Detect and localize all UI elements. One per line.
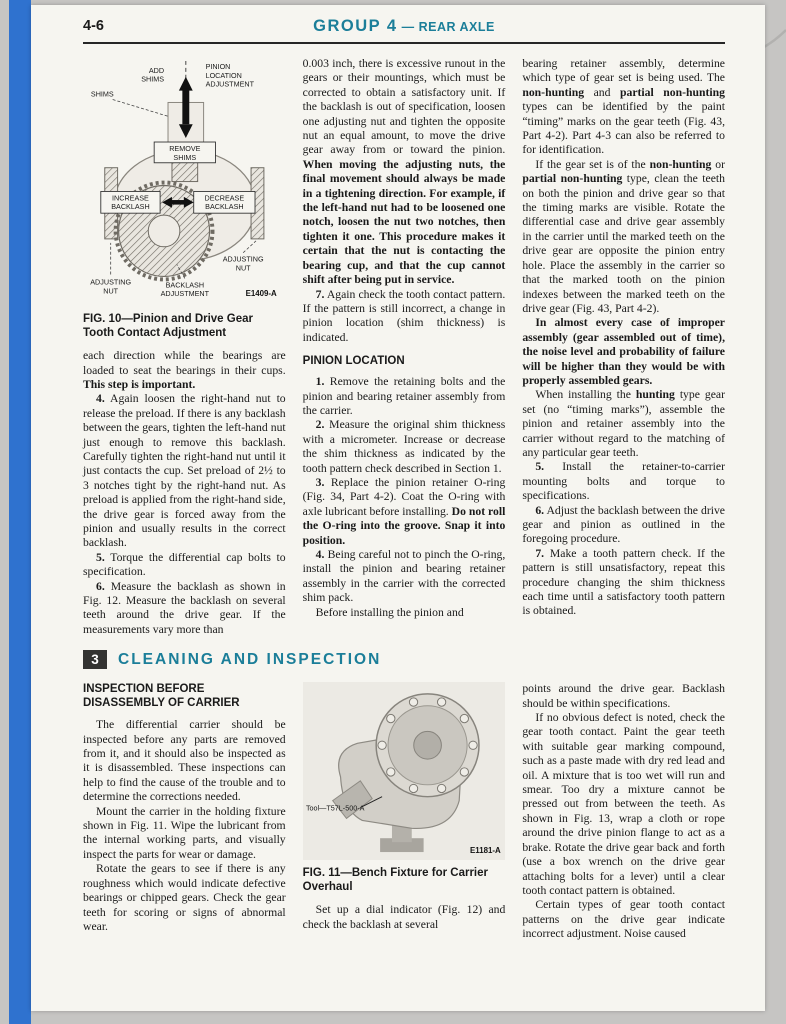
column-2-text-a — [303, 57, 506, 345]
figure-10 — [83, 57, 286, 340]
page-header — [83, 17, 725, 39]
paragraph: 0.003 inch, there is excessive runout in the gears or their mountings, which must be corrected to obtain a satisfactory unit. If the backlash is out of specification, loosen one adjusting nut and tighten the opposite nut an equal amount, to move the drive gear away from or toward the pinion. When moving the adjusting nuts, the final movement should always be made in a tightening direction. For example, if the left-hand nut had to be loosened one notch, loosen the nut two notches, then tighten it one. This procedure makes it certain that the nut is contacting the bearing cup, and that the cup cannot shift after being put in service. — [302, 57, 506, 287]
bottom-column-3-text — [522, 682, 725, 941]
page-number: 4-6 — [83, 18, 104, 34]
paragraph: bearing retainer assembly, determine which type of gear set is being used. The non-hunting and partial non-hunting types can be identified by the paint “timing” marks on the gear teeth (Fig. 43, Part 4-2). Part 4-3 can also be referred to for identification. — [522, 57, 726, 157]
svg-text:ADJUSTMENT: ADJUSTMENT — [160, 289, 210, 299]
paragraph: The differential carrier should be inspected before any parts are removed from it, and it should also be inspected as it is disassembled. These inspections can help to find the cause of the trouble and to determine the corrections needed. — [83, 718, 286, 804]
svg-text:BACKLASH: BACKLASH — [111, 202, 150, 212]
fig11-tool-label: Tool—T57L-500-A — [305, 803, 365, 813]
fig10-label-add-shims: ADD — [148, 65, 165, 75]
remove-shims-callout — [154, 142, 215, 163]
column-3 — [522, 57, 725, 637]
paragraph: points around the drive gear. Backlash should be within specifications. — [522, 682, 725, 710]
fig10-caption: FIG. 10—Pinion and Drive Gear Tooth Contact Adjustment — [83, 313, 253, 340]
bottom-column-3 — [522, 682, 725, 941]
fig11-photo — [303, 682, 506, 860]
column-2 — [303, 57, 506, 637]
paragraph: 5. Torque the differential cap bolts to specification. — [83, 550, 286, 579]
column-3-text — [522, 57, 725, 619]
fig10-code: E1409-A — [245, 289, 277, 299]
fig10-label-pinion-location: PINION — [205, 61, 231, 71]
paragraph: each direction while the bearings are loaded to seat the bearings in their cups. This step is important. — [83, 349, 286, 391]
lower-columns — [83, 682, 725, 941]
paragraph: When installing the hunting type gear set (no “timing marks”), assemble the pinion and retainer assembly into the carrier without regard to the matching of any particular gear teeth. — [522, 388, 725, 459]
figure-11 — [303, 682, 506, 894]
svg-text:SHIMS: SHIMS — [173, 152, 197, 162]
pinion-location-heading: PINION LOCATION — [302, 355, 405, 368]
fig11-caption: FIG. 11—Bench Fixture for Carrier Overhaul — [302, 867, 488, 894]
paragraph: 7. Make a tooth pattern check. If the pattern is still unsatisfactory, repeat this procedure changing the shim thickness each time until a satisfactory tooth pattern is obtained. — [522, 546, 725, 618]
paragraph: Set up a dial indicator (Fig. 12) and check the backlash at several — [302, 903, 506, 931]
paragraph: 6. Measure the backlash as shown in Fig. 12. Measure the backlash on several teeth around the drive gear. If the measurements vary more than — [83, 579, 286, 636]
group-title-sub: — REAR AXLE — [401, 20, 495, 34]
paragraph: In almost every case of improper assembly (gear assembled out of time), the noise level and probability of failure will be higher than they would be with properly assembled gears. — [522, 316, 725, 387]
svg-text:NUT: NUT — [235, 263, 251, 273]
paragraph: Certain types of gear tooth contact patterns on the drive gear indicate incorrect adjustment. Noise caused — [522, 898, 725, 941]
paragraph: 4. Being careful not to pinch the O-ring, install the pinion and bearing retainer assembly in the carrier with the corrected shim pack. — [302, 548, 506, 605]
paragraph: 1. Remove the retaining bolts and the pinion and bearing retainer assembly from the carrier. — [302, 375, 506, 417]
paragraph: 4. Again loosen the right-hand nut to release the preload. If there is any backlash between the gears, tighten the left-hand nut just enough to remove this backlash. Carefully tighten the right-hand nut until it just contacts the cup. Set preload of 2½ to 3 notches tight by the right-hand nut. As preload is applied from the right-hand side, the drive gear is forced away from the pinion and usually results in the correct backlash. — [83, 392, 286, 550]
bottom-column-2-text — [303, 903, 506, 932]
column-2-text-b — [303, 375, 506, 620]
fig10-label-adjusting-nut-left: ADJUSTING — [90, 277, 132, 287]
fig10-diagram — [83, 57, 286, 306]
inspection-heading: INSPECTION BEFORE DISASSEMBLY OF CARRIER — [83, 683, 240, 710]
fig10-label-backlash-adjustment: BACKLASH — [165, 280, 205, 290]
group-title — [83, 17, 725, 36]
column-1-text — [83, 349, 286, 637]
bottom-column-2 — [303, 682, 506, 941]
svg-text:BACKLASH: BACKLASH — [205, 202, 244, 212]
svg-text:INCREASE: INCREASE — [112, 193, 149, 203]
paragraph: If no obvious defect is noted, check the gear tooth contact. Paint the gear teeth with suitable gear marking compound, such as a paste made with dry red lead and oil. A mixture that is too wet will run and smear. Too dry a mixture cannot be pressed out from between the teeth. As shown in Fig. 13, wrap a cloth or rope around the drive pinion flange to act as a brake. Rotate the drive gear back and forth (use a box wrench on the drive gear attaching bolts for a lever) until a clear tooth contact pattern is obtained. — [522, 711, 725, 897]
page-edge-strip — [9, 0, 31, 1024]
paragraph: 5. Install the retainer-to-carrier mounting bolts and torque to specifications. — [522, 460, 725, 503]
paragraph: Mount the carrier in the holding fixture shown in Fig. 11. Wipe the lubricant from the internal working parts, and visually inspect the parts for wear or damage. — [83, 804, 286, 861]
section-number-box: 3 — [83, 650, 107, 669]
fig10-label-adjusting-nut-right: ADJUSTING — [222, 254, 264, 264]
header-rule — [83, 42, 725, 44]
paragraph: If the gear set is of the non-hunting or partial non-hunting type, clean the teeth on both the pinion and drive gear so that the timing marks are visible. Rotate the differential case and drive gear assembly in the carrier until the marked teeth on the drive gear are opposite the pinion entry hole. Place the assembly in the carrier so that the marked tooth on the pinion indexes between the marked teeth on the drive gear (Fig. 43, Part 4-2). — [522, 157, 725, 315]
paragraph: Before installing the pinion and — [315, 605, 464, 619]
paragraph: 2. Measure the original shim thickness with a micrometer. Increase or decrease the shim thickness as indicated by the tooth pattern check described in Section 1. — [302, 418, 506, 475]
paragraph: Rotate the gears to see if there is any roughness which would indicate defective bearings or chipped gears. Check the gear teeth for scoring or signs of abnormal wear. — [83, 862, 286, 933]
svg-text:LOCATION: LOCATION — [205, 70, 242, 80]
manual-page — [31, 5, 765, 1011]
svg-text:SHIMS: SHIMS — [141, 74, 165, 84]
paragraph: 6. Adjust the backlash between the drive gear and pinion as outlined in the foregoing procedure. — [522, 503, 725, 546]
section-3-banner — [83, 650, 725, 669]
paragraph: 7. Again check the tooth contact pattern. If the pattern is still incorrect, a change in pinion location (shim thickness) is indicated. — [302, 287, 506, 344]
bottom-column-1 — [83, 682, 286, 941]
svg-text:ADJUSTMENT: ADJUSTMENT — [205, 79, 255, 89]
svg-text:REMOVE: REMOVE — [169, 143, 201, 153]
svg-text:DECREASE: DECREASE — [204, 193, 245, 203]
column-1 — [83, 57, 286, 637]
group-title-main: GROUP 4 — [313, 17, 398, 35]
fig11-code: E1181-A — [469, 846, 501, 856]
svg-text:NUT: NUT — [103, 286, 119, 296]
paragraph: 3. Replace the pinion retainer O-ring (Fig. 34, Part 4-2). Coat the O-ring with axle lubricant before installing. Do not roll the O-ring into the groove. Snap it into position. — [302, 475, 506, 547]
fig10-label-shims: SHIMS — [90, 89, 114, 99]
upper-columns — [83, 57, 725, 637]
section-title: CLEANING AND INSPECTION — [118, 650, 382, 668]
bottom-column-1-text — [83, 718, 286, 934]
